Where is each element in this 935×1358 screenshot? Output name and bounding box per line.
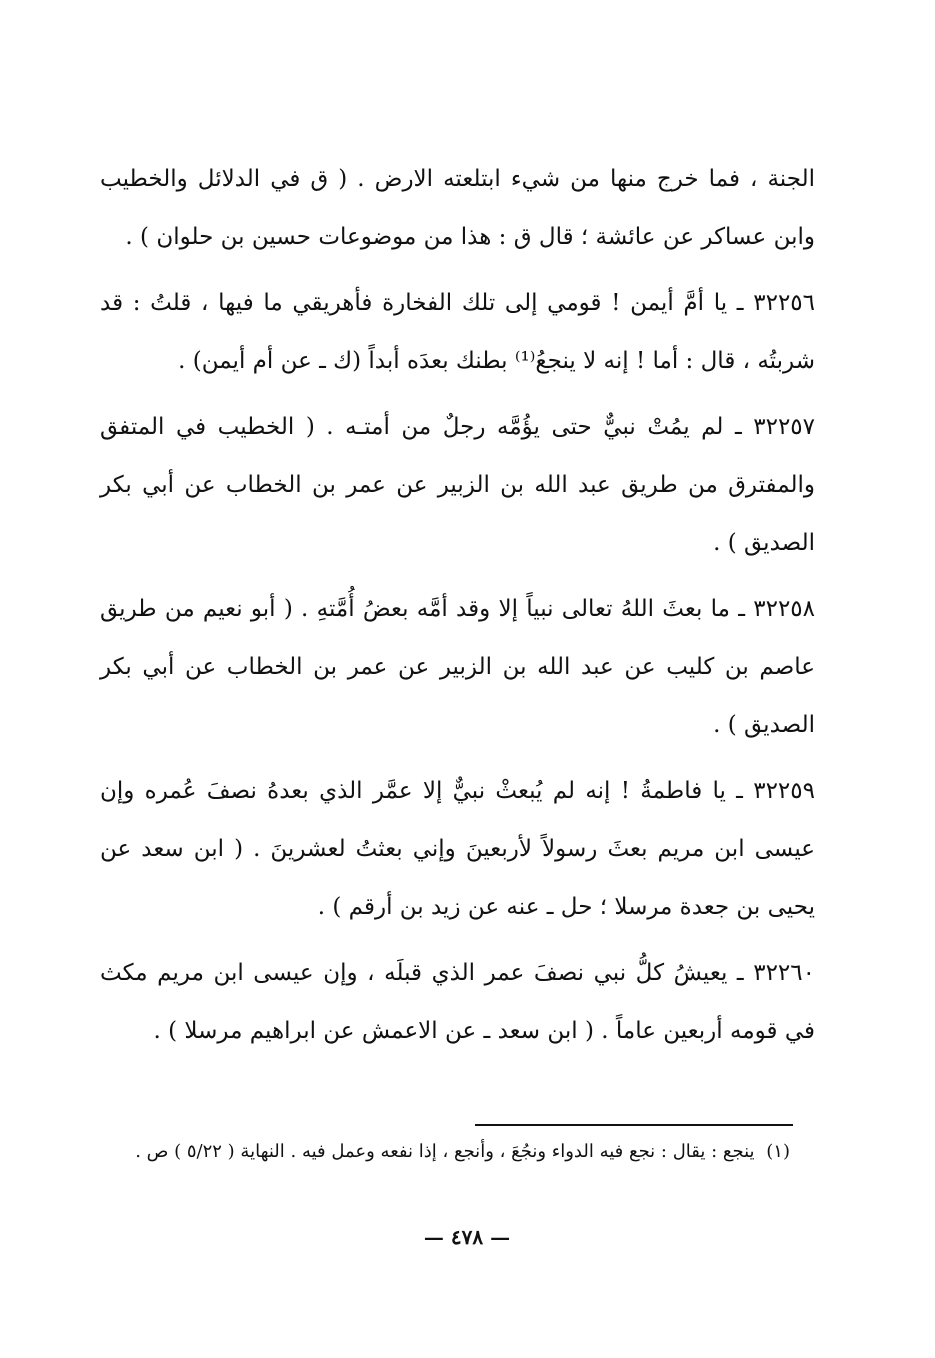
main-text <box>100 150 815 1068</box>
hadith-entry <box>100 944 815 1060</box>
hadith-entry <box>100 398 815 572</box>
hadith-number: ٣٢٢٥٩ <box>753 778 815 804</box>
hadith-text: ـ يا فاطمةُ ! إنه لم يُبعثْ نبيٌّ إلا عمَّر الذي بعدهُ نصفَ عُمره وإن عيسى ابن مريم بعثَ رسولاً لأربعينَ وإني بعثتُ لعشرينَ . ( ابن سعد عن يحيى بن جعدة مرسلا ؛ حل ـ عنه عن زيد بن أرقم ) . <box>100 778 815 920</box>
hadith-number: ٣٢٢٦٠ <box>753 960 815 986</box>
footnote-divider <box>475 1124 793 1126</box>
hadith-text: ـ ما بعثَ اللهُ تعالى نبياً إلا وقد أمَّه بعضُ أُمَّتهِ . ( أبو نعيم من طريق عاصم بن كليب عن عبد الله بن الزبير عن عمر بن الخطاب عن أبي بكر الصديق ) . <box>100 596 815 738</box>
hadith-entry <box>100 274 815 390</box>
hadith-text: ـ يا أمَّ أيمن ! قومي إلى تلك الفخارة فأهريقي ما فيها ، قلتُ : قد شربتُه ، قال : أما ! إنه لا ينجعُ⁽¹⁾ بطنك بعدَه أبداً (ك ـ عن أم أيمن) . <box>100 290 815 374</box>
hadith-number: ٣٢٢٥٦ <box>753 290 816 316</box>
page-number: — ٤٧٨ — <box>423 1225 511 1249</box>
footnote <box>100 1132 790 1172</box>
hadith-text: ـ يعيشُ كلُّ نبي نصفَ عمر الذي قبلَه ، وإن عيسى ابن مريم مكث في قومه أربعين عاماً . ( ابن سعد ـ عن الاعمش عن ابراهيم مرسلا ) . <box>100 960 815 1044</box>
hadith-entry <box>100 580 815 754</box>
hadith-number: ٣٢٢٥٨ <box>753 596 816 622</box>
paragraph-text: الجنة ، فما خرج منها من شيء ابتلعته الارض . ( ق في الدلائل والخطيب وابن عساكر عن عائشة ؛ قال ق : هذا من موضوعات حسين بن حلوان ) . <box>100 166 815 250</box>
hadith-entry <box>100 762 815 936</box>
paragraph-continued <box>100 150 815 266</box>
hadith-number: ٣٢٢٥٧ <box>753 414 816 440</box>
footnote-marker: (١) <box>766 1141 790 1162</box>
footnote-text: ينجع : يقال : نجع فيه الدواء ونجُعَ ، وأنجع ، إذا نفعه وعمل فيه . النهاية ( ٥/٢٢ ) ص . <box>135 1141 755 1162</box>
hadith-text: ـ لم يمُتْ نبيٌّ حتى يؤُمَّه رجلٌ من أمتـه . ( الخطيب في المتفق والمفترق من طريق عبد الله بن الزبير عن عمر بن الخطاب عن أبي بكر الصديق ) . <box>100 414 815 556</box>
